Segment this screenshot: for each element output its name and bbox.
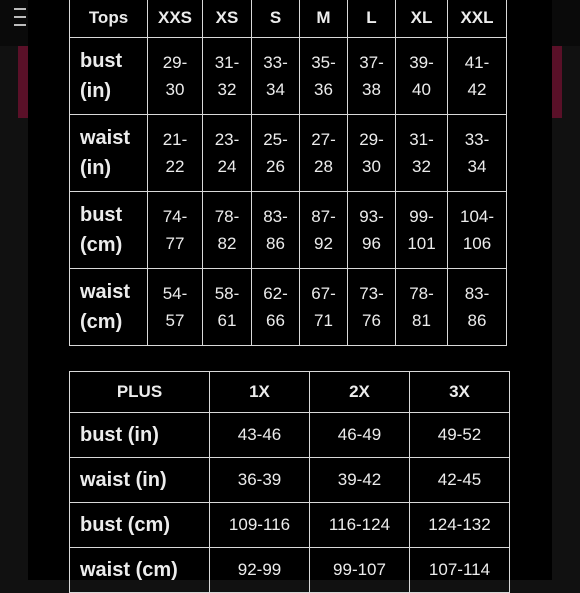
table-cell: 116-124 — [310, 503, 410, 548]
cell-value-part: 87- — [311, 207, 336, 226]
row-label-line: bust — [80, 50, 123, 72]
cell-value-part: 26 — [266, 157, 285, 176]
cell-value-part: 106 — [462, 234, 492, 253]
cell-value-part: 66 — [266, 311, 285, 330]
cell-value-part: 81 — [412, 311, 431, 330]
table-cell — [396, 192, 448, 269]
cell-value-part: 78- — [214, 207, 240, 226]
cell-value-part: 27- — [311, 130, 336, 149]
cell-value-part: 31- — [214, 53, 240, 72]
table-cell — [348, 115, 396, 192]
cell-value-part: 67- — [311, 284, 336, 303]
table-cell — [300, 269, 348, 346]
cell-value-part: 40 — [412, 80, 431, 99]
hamburger-menu-icon[interactable] — [14, 8, 26, 32]
table-cell — [300, 115, 348, 192]
table-cell — [203, 192, 252, 269]
table-cell — [348, 38, 396, 115]
cell-value-part: 57 — [165, 311, 185, 330]
table-cell — [396, 115, 448, 192]
table-row — [70, 503, 510, 548]
table-cell — [148, 192, 203, 269]
cell-value-part: 42 — [467, 80, 487, 99]
cell-value-part: 86 — [266, 234, 285, 253]
cell-value-part: 28 — [314, 157, 333, 176]
cell-value-part: 73- — [359, 284, 384, 303]
cell-value-part: 78- — [409, 284, 434, 303]
row-label-line: (cm) — [80, 311, 123, 333]
cell-value-part: 83- — [464, 284, 490, 303]
tops-size-table — [69, 0, 507, 346]
table-cell — [203, 38, 252, 115]
table-cell — [300, 38, 348, 115]
cell-value-part: 34 — [467, 157, 487, 176]
plus-size-table — [69, 371, 510, 593]
cell-value-part: 30 — [165, 80, 185, 99]
plus-header-row — [70, 372, 510, 413]
table-row — [70, 38, 507, 115]
row-label — [70, 38, 148, 115]
table-cell: 107-114 — [410, 548, 510, 593]
tops-header-row — [70, 0, 507, 38]
table-cell: 109-116 — [210, 503, 310, 548]
cell-value-part: 31- — [409, 130, 434, 149]
table-cell — [203, 115, 252, 192]
cell-value-part: 32 — [412, 157, 431, 176]
row-label-line: (in) — [80, 80, 112, 102]
cell-value-part: 104- — [459, 207, 495, 226]
table-cell — [148, 38, 203, 115]
cell-value-part: 83- — [263, 207, 288, 226]
side-accent-left — [18, 46, 28, 118]
table-cell: 49-52 — [410, 413, 510, 458]
row-label-line: (in) — [80, 157, 112, 179]
cell-value-part: 76 — [362, 311, 381, 330]
row-label: bust (cm) — [70, 503, 210, 548]
size-header: M — [300, 0, 348, 38]
cell-value-part: 29- — [162, 53, 188, 72]
table-row — [70, 413, 510, 458]
cell-value-part: 22 — [165, 157, 185, 176]
table-row — [70, 458, 510, 503]
cell-value-part: 54- — [162, 284, 188, 303]
cell-value-part: 36 — [314, 80, 333, 99]
table-cell: 46-49 — [310, 413, 410, 458]
table-cell — [252, 38, 300, 115]
table-cell: 99-107 — [310, 548, 410, 593]
size-header: XXS — [148, 0, 203, 38]
table-cell: 92-99 — [210, 548, 310, 593]
cell-value-part: 61 — [217, 311, 237, 330]
table-cell: 42-45 — [410, 458, 510, 503]
cell-value-part: 101 — [407, 234, 436, 253]
cell-value-part: 41- — [464, 53, 490, 72]
table-row — [70, 548, 510, 593]
cell-value-part: 32 — [217, 80, 237, 99]
table-cell — [252, 269, 300, 346]
table-cell — [396, 38, 448, 115]
table-cell — [448, 38, 507, 115]
cell-value-part: 30 — [362, 157, 381, 176]
cell-value-part: 38 — [362, 80, 381, 99]
cell-value-part: 77 — [165, 234, 185, 253]
cell-value-part: 37- — [359, 53, 384, 72]
table-cell — [148, 269, 203, 346]
table-cell: 43-46 — [210, 413, 310, 458]
table-row — [70, 269, 507, 346]
cell-value-part: 39- — [409, 53, 434, 72]
size-header: 1X — [210, 372, 310, 413]
table-cell — [448, 115, 507, 192]
size-header: 3X — [410, 372, 510, 413]
table-row — [70, 115, 507, 192]
size-header: L — [348, 0, 396, 38]
cell-value-part: 86 — [467, 311, 487, 330]
row-label — [70, 269, 148, 346]
side-accent-right — [552, 46, 562, 118]
row-label — [70, 192, 148, 269]
row-label-line: waist — [80, 127, 131, 149]
row-label-line: bust — [80, 204, 123, 226]
table-row — [70, 192, 507, 269]
size-header: XS — [203, 0, 252, 38]
table-cell: 36-39 — [210, 458, 310, 503]
cell-value-part: 25- — [263, 130, 288, 149]
table-cell — [252, 115, 300, 192]
cell-value-part: 93- — [359, 207, 384, 226]
table-cell — [252, 192, 300, 269]
cell-value-part: 74- — [162, 207, 188, 226]
table-cell — [396, 269, 448, 346]
cell-value-part: 24 — [217, 157, 237, 176]
cell-value-part: 71 — [314, 311, 333, 330]
cell-value-part: 29- — [359, 130, 384, 149]
cell-value-part: 58- — [214, 284, 240, 303]
cell-value-part: 92 — [314, 234, 333, 253]
table-cell — [148, 115, 203, 192]
cell-value-part: 23- — [214, 130, 240, 149]
table-cell: 124-132 — [410, 503, 510, 548]
cell-value-part: 99- — [409, 207, 434, 226]
row-label: waist (in) — [70, 458, 210, 503]
size-header: S — [252, 0, 300, 38]
cell-value-part: 82 — [217, 234, 237, 253]
table-cell — [203, 269, 252, 346]
cell-value-part: 34 — [266, 80, 285, 99]
row-label: bust (in) — [70, 413, 210, 458]
plus-corner-label: PLUS — [70, 372, 210, 413]
cell-value-part: 33- — [263, 53, 288, 72]
table-cell — [448, 192, 507, 269]
row-label: waist (cm) — [70, 548, 210, 593]
table-cell — [300, 192, 348, 269]
cell-value-part: 35- — [311, 53, 336, 72]
cell-value-part: 33- — [464, 130, 490, 149]
row-label-line: (cm) — [80, 234, 123, 256]
table-cell: 39-42 — [310, 458, 410, 503]
row-label — [70, 115, 148, 192]
table-cell — [348, 192, 396, 269]
cell-value-part: 21- — [162, 130, 188, 149]
cell-value-part: 62- — [263, 284, 288, 303]
tops-corner-label: Tops — [70, 0, 148, 38]
cell-value-part: 96 — [362, 234, 381, 253]
size-header: XL — [396, 0, 448, 38]
size-header: 2X — [310, 372, 410, 413]
row-label-line: waist — [80, 281, 131, 303]
size-header: XXL — [448, 0, 507, 38]
table-cell — [348, 269, 396, 346]
table-cell — [448, 269, 507, 346]
